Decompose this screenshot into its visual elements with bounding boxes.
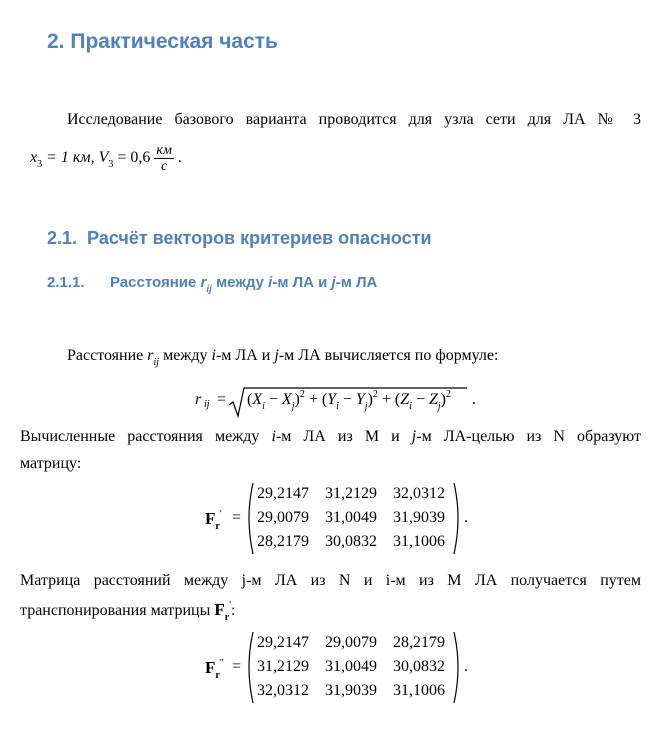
- distance-text-4: -м ЛА вычисляется по формуле:: [278, 347, 499, 364]
- transpose-prime: ': [229, 600, 231, 611]
- heading-text-3: -м ЛА и: [272, 274, 332, 291]
- distance-text-3: -м ЛА и: [215, 347, 271, 364]
- intro-end: .: [177, 149, 182, 167]
- matrix-1-right-paren: [452, 481, 464, 556]
- heading-text-2: между: [211, 274, 269, 291]
- matrix-1-row: [257, 485, 453, 507]
- matrix-2-name: [205, 658, 224, 681]
- matrix-2-row: [257, 658, 453, 680]
- formula-body: $(X_i - X_j)^2 + (Y_i - Y_j)^2 + (Z_i - Z_j)^2$: [247, 389, 451, 412]
- formula-period: .: [472, 391, 476, 408]
- matrix-1-row: [257, 533, 453, 555]
- matrix-2-cell: 28,2179: [393, 634, 445, 651]
- matrix-1-equals: =: [232, 509, 242, 526]
- matrix-1-cell: 29,2147: [257, 485, 309, 502]
- matrix-1-cell: 32,0312: [393, 485, 445, 502]
- section-2-number: 2.: [47, 30, 65, 53]
- matrix-1-cell: 31,0049: [325, 509, 377, 526]
- transpose-line-1: Матрица расстояний между j-м ЛА из N и i-м из М ЛА получается путем: [20, 572, 641, 589]
- x-sub: 3: [37, 159, 43, 171]
- matrix-2-cell: 31,1006: [393, 682, 445, 699]
- matrix-2-cell: 31,2129: [257, 658, 309, 675]
- section-2-heading: [47, 30, 278, 54]
- distance-j: j: [274, 347, 279, 364]
- section-2-1-number: 2.1.: [47, 228, 78, 248]
- heading-text-4: -м ЛА: [335, 274, 378, 291]
- matrix-2-row: [257, 634, 453, 656]
- matrix-2-cell: 31,0049: [325, 658, 377, 675]
- heading-r: r: [200, 274, 207, 291]
- matrix-1-period: .: [464, 509, 468, 526]
- matrix-1-cell: 29,0079: [257, 509, 309, 526]
- matrix-1-cell: 31,2129: [325, 485, 377, 502]
- distance-paragraph: [67, 347, 499, 368]
- distance-i: i: [211, 347, 216, 364]
- transpose-text: транспонирования матрицы: [20, 602, 211, 619]
- transpose-colon: :: [231, 602, 236, 619]
- matrix-1-name: [205, 509, 222, 532]
- computed-line-1: [20, 425, 641, 449]
- matrix-1-cell: 30,0832: [325, 533, 377, 550]
- matrix-2-F: F: [205, 658, 216, 677]
- velocity-fraction: [154, 143, 173, 174]
- matrix-2-row: [257, 682, 453, 704]
- distance-formula: [195, 385, 495, 419]
- section-2-title: Практическая часть: [70, 30, 278, 53]
- distance-ij: ij: [153, 357, 160, 368]
- matrix-2-cell: 29,2147: [257, 634, 309, 651]
- heading-text-1: Расстояние: [110, 274, 201, 291]
- computed-line-2: матрицу:: [20, 455, 82, 472]
- matrix-1-cell: 31,1006: [393, 533, 445, 550]
- formula-equals: =: [217, 391, 227, 408]
- matrix-1: [205, 481, 470, 556]
- computed-j: j: [411, 428, 417, 445]
- computed-text-b: -м ЛА из М и: [275, 428, 412, 445]
- matrix-2: [205, 630, 470, 705]
- computed-i: i: [271, 428, 276, 445]
- matrix-1-body: [257, 481, 453, 556]
- v-val: = 0,6: [117, 149, 151, 167]
- intro-line-2: [30, 143, 182, 174]
- x-var: x: [30, 149, 38, 167]
- matrix-2-cell: 29,0079: [325, 634, 377, 651]
- v-var: V: [98, 149, 109, 167]
- matrix-1-left-paren: [243, 481, 255, 556]
- section-2-1-1-number: 2.1.1.: [47, 274, 85, 291]
- v-sub: 3: [108, 159, 114, 171]
- distance-text-1: Расстояние: [67, 347, 144, 364]
- distance-r: r: [147, 347, 154, 364]
- transpose-F: F: [214, 600, 225, 619]
- matrix-2-prime: '': [219, 658, 224, 669]
- matrix-2-period: .: [464, 658, 468, 675]
- formula-r-sub: ij: [204, 399, 210, 410]
- intro-line-1: Исследование базового варианта проводится для узла сети для ЛА № 3: [67, 111, 641, 128]
- matrix-1-cell: 31,9039: [393, 509, 445, 526]
- heading-j: j: [331, 274, 336, 291]
- fraction-numerator: км: [156, 143, 172, 158]
- formula-r: r: [195, 391, 202, 408]
- matrix-2-body: [257, 630, 453, 705]
- computed-text-c: -м ЛА-целью из N образуют: [416, 428, 642, 445]
- heading-ij: ij: [206, 284, 212, 295]
- matrix-1-sub: r: [215, 521, 220, 532]
- matrix-2-cell: 30,0832: [393, 658, 445, 675]
- section-2-1-title: Расчёт векторов критериев опасности: [87, 228, 432, 248]
- matrix-2-sub: r: [215, 670, 220, 681]
- x-val: = 1 км,: [46, 149, 95, 167]
- matrix-1-cell: 28,2179: [257, 533, 309, 550]
- distance-text-2: между: [163, 347, 208, 364]
- matrix-1-prime: ': [219, 509, 222, 520]
- section-2-1-1-heading: [47, 274, 85, 291]
- section-2-1-heading: [47, 228, 432, 249]
- matrix-2-left-paren: [243, 630, 255, 705]
- transpose-sub: r: [224, 612, 230, 623]
- heading-i: i: [268, 274, 273, 291]
- section-2-1-1-title: [110, 274, 378, 295]
- matrix-1-row: [257, 509, 453, 531]
- transpose-line-2: [20, 600, 236, 623]
- computed-text-a: Вычисленные расстояния между: [20, 428, 272, 445]
- matrix-2-equals: =: [232, 658, 242, 675]
- transpose-matrix-name: [214, 600, 231, 623]
- matrix-2-right-paren: [452, 630, 464, 705]
- fraction-denominator: с: [161, 159, 168, 174]
- matrix-2-cell: 32,0312: [257, 682, 309, 699]
- matrix-2-cell: 31,9039: [325, 682, 377, 699]
- matrix-1-F: F: [205, 509, 216, 528]
